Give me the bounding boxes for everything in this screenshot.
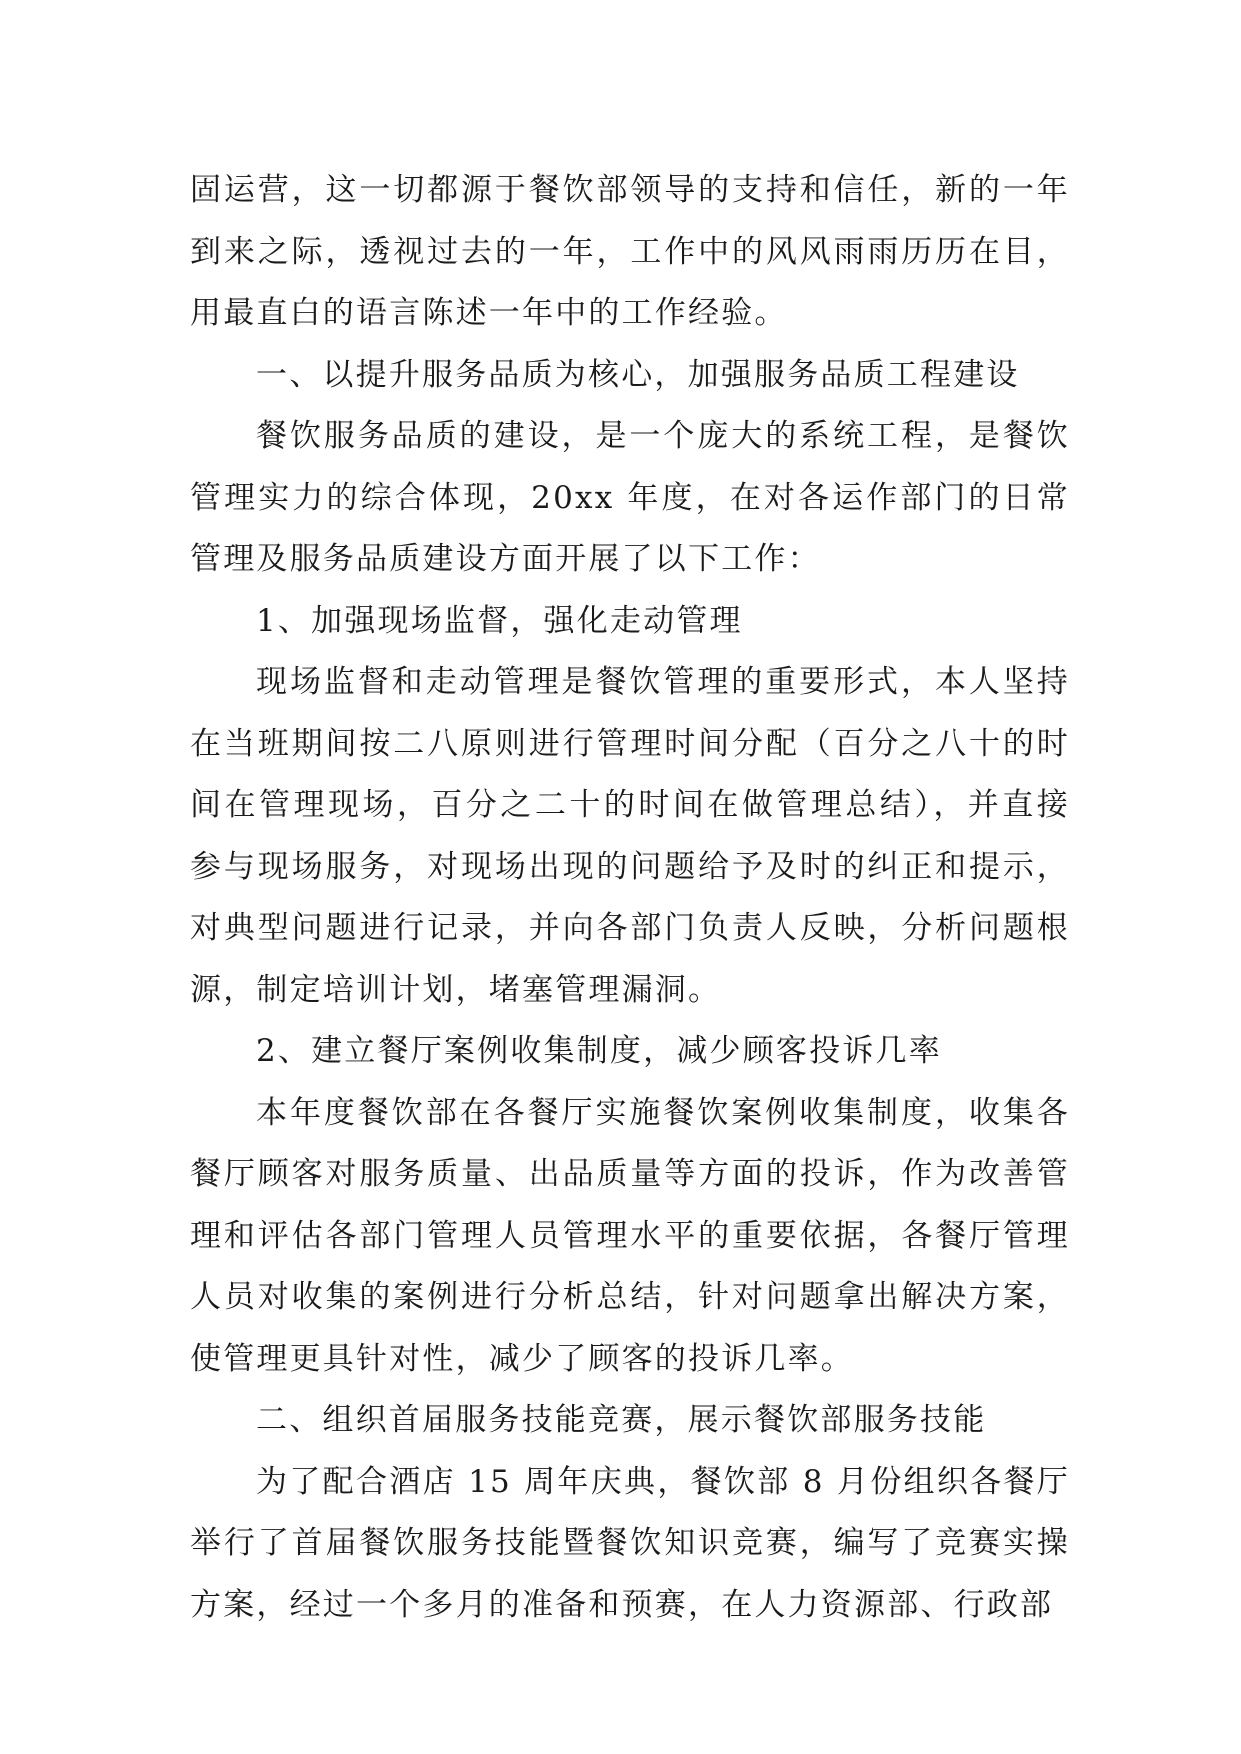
paragraph-skills-competition: 为了配合酒店 15 周年庆典，餐饮部 8 月份组织各餐厅举行了首届餐饮服务技能暨餐饮知识竞赛，编写了竞赛实操方案，经过一个多月的准备和预赛，在人力资源部、行政部 [190,1463,1070,1623]
document-body [190,160,1070,1636]
subsection-heading-2: 2、建立餐厅案例收集制度，减少顾客投诉几率 [256,1033,942,1069]
subsection-heading-1: 1、加强现场监督，强化走动管理 [256,602,743,639]
section-heading-2: 二、组织首届服务技能竞赛，展示餐饮部服务技能 [256,1402,987,1438]
paragraph-onsite-management: 现场监督和走动管理是餐饮管理的重要形式，本人坚持在当班期间按二八原则进行管理时间分配（百分之八十的时间在管理现场，百分之二十的时间在做管理总结），并直接参与现场服务，对现场出现的问题给予及时的纠正和提示，对典型问题进行记录，并向各部门负责人反映，分析问题根源，制定培训计划，堵塞管理漏洞。 [190,664,1070,1008]
paragraph-continuation: 固运营，这一切都源于餐饮部领导的支持和信任，新的一年到来之际，透视过去的一年，工作中的风风雨雨历历在目，用最直白的语言陈述一年中的工作经验。 [190,172,1070,331]
paragraph-service-quality: 餐饮服务品质的建设，是一个庞大的系统工程，是餐饮管理实力的综合体现，20xx 年度，在对各运作部门的日常管理及服务品质建设方面开展了以下工作： [190,418,1070,577]
paragraph-case-collection: 本年度餐饮部在各餐厅实施餐饮案例收集制度，收集各餐厅顾客对服务质量、出品质量等方面的投诉，作为改善管理和评估各部门管理人员管理水平的重要依据，各餐厅管理人员对收集的案例进行分析总结，针对问题拿出解决方案，使管理更具针对性，减少了顾客的投诉几率。 [190,1094,1070,1377]
section-heading-1: 一、以提升服务品质为核心，加强服务品质工程建设 [256,356,1020,393]
